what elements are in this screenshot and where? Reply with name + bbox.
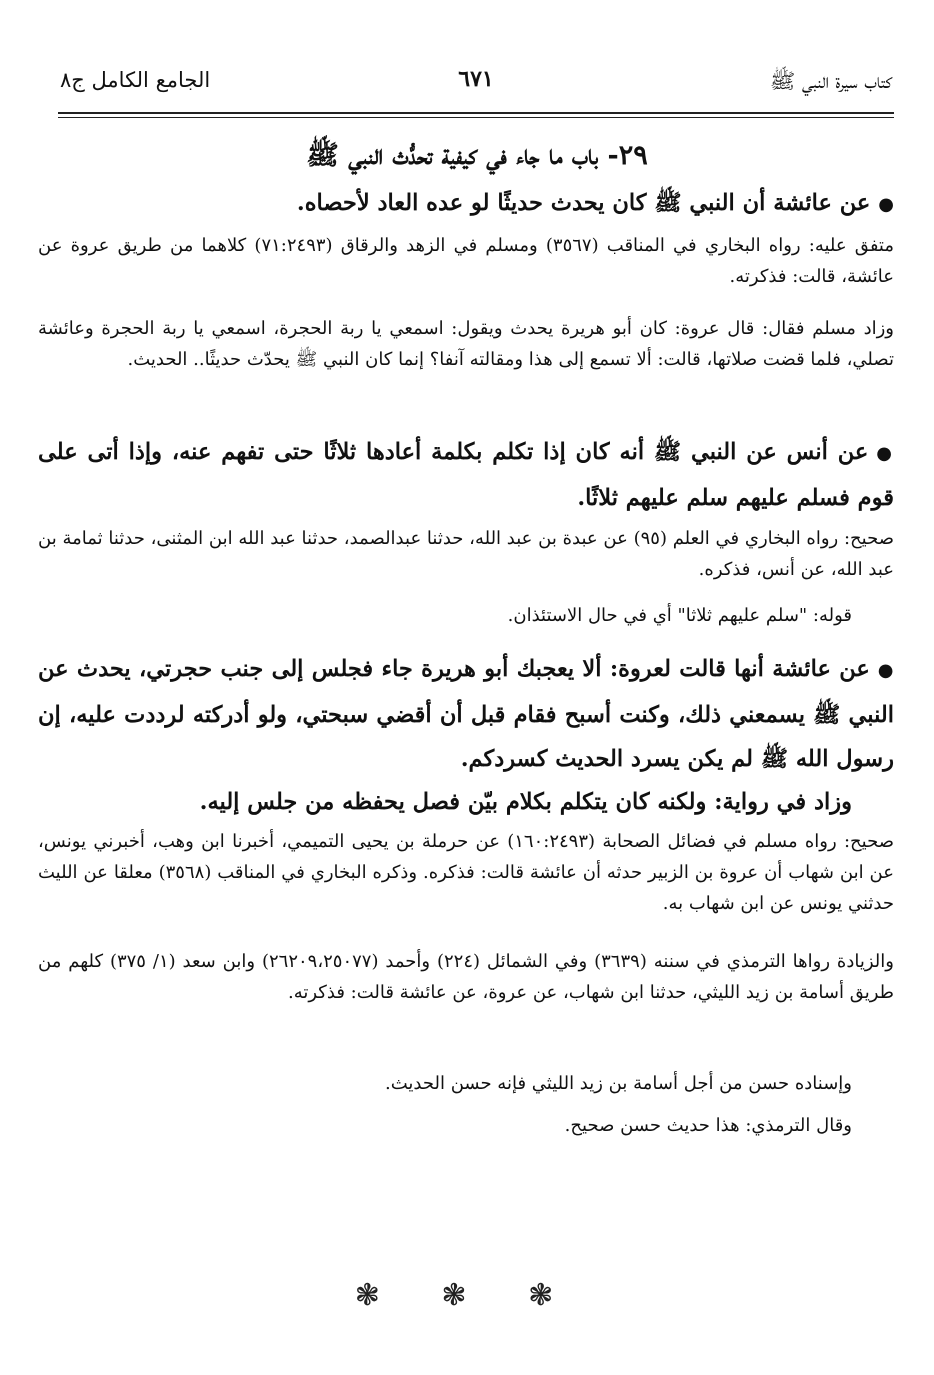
hadith-paragraph	[38, 181, 894, 227]
ornament-icon: ❃ ❃ ❃	[354, 1278, 580, 1313]
hadith-paragraph	[38, 430, 894, 520]
hadith-text: عن عائشة أن النبي ﷺ كان يحدث حديثًا لو عده العاد لأحصاه.	[296, 190, 871, 216]
volume-title: الجامع الكامل ج٨	[60, 68, 211, 92]
commentary-paragraph: وإسناده حسن من أجل أسامة بن زيد الليثي فإنه حسن الحديث.	[385, 1073, 852, 1094]
commentary-paragraph: صحيح: رواه البخاري في العلم (٩٥) عن عبدة بن عبد الله، حدثنا عبدالصمد، حدثنا عبد الله ابن المثنى، حدثنا ثمامة بن عبد الله، عن أنس، فذكره.	[38, 528, 894, 580]
commentary-paragraph: وزاد مسلم فقال: قال عروة: كان أبو هريرة يحدث ويقول: اسمعي يا ربة الحجرة، اسمعي يا ربة الحجرة وعائشة تصلي، فلما قضت صلاتها، قالت: ألا تسمع إلى هذا ومقالته آنفا؟ إنما كان النبي ﷺ يحدّث حديثًا.. الحديث.	[38, 318, 894, 370]
bullet-icon: ●	[876, 443, 894, 464]
bullet-icon: ●	[877, 660, 894, 681]
commentary-paragraph: قوله: "سلم عليهم ثلاثا" أي في حال الاستئذان.	[507, 605, 852, 626]
bullet-icon: ●	[878, 194, 894, 215]
commentary-paragraph: والزيادة رواها الترمذي في سننه (٣٦٣٩) وفي الشمائل (٢٢٤) وأحمد (٢٦٢٠٩،٢٥٠٧٧) وابن سعد (١/ ٣٧٥) كلهم من طريق أسامة بن زيد الليثي، حدثنا ابن شهاب، عن عروة، عن عائشة قالت: فذكرته.	[38, 951, 894, 1003]
header-rule	[58, 112, 894, 114]
running-header	[60, 62, 892, 102]
hadith-text: عن عائشة أنها قالت لعروة: ألا يعجبك أبو هريرة جاء فجلس إلى جنب حجرتي، يحدث عن النبي ﷺ يسمعني ذلك، وكنت أسبح فقام قبل أن أقضي سبحتي، ولو أدركته لرددت عليه، إن رسول الله ﷺ لم يكن يسرد الحديث كسردكم.	[38, 656, 894, 772]
chapter-heading: ٢٩- باب ما جاء في كيفية تحدُّث النبي ﷺ	[306, 140, 648, 171]
hadith-continuation: وزاد في رواية: ولكنه كان يتكلم بكلام بيّن فصل يحفظه من جلس إليه.	[199, 789, 852, 815]
commentary-paragraph: وقال الترمذي: هذا حديث حسن صحيح.	[564, 1115, 852, 1136]
commentary-paragraph: متفق عليه: رواه البخاري في المناقب (٣٥٦٧) ومسلم في الزهد والرقاق (٧١:٢٤٩٣) كلاهما من طريق عروة عن عائشة، قالت: فذكرته.	[38, 235, 894, 287]
hadith-paragraph	[38, 647, 894, 781]
header-rule-thin	[58, 117, 894, 118]
book-title: كتاب سيرة النبي ﷺ	[769, 69, 892, 93]
commentary-paragraph: صحيح: رواه مسلم في فضائل الصحابة (١٦٠:٢٤٩٣) عن حرملة بن يحيى التميمي، أخبرنا ابن وهب، أخبرني يونس، عن ابن شهاب أن عروة بن الزبير حدثه أن عائشة قالت: فذكره. وذكره البخاري في المناقب (٣٥٦٨) معلقا عن الليث حدثني يونس عن ابن شهاب به.	[38, 831, 894, 914]
page-number: ٦٧١	[458, 66, 494, 92]
hadith-text: عن أنس عن النبي ﷺ أنه كان إذا تكلم بكلمة أعادها ثلاثًا حتى تفهم عنه، وإذا أتى على قوم فسلم عليهم سلم عليهم ثلاثًا.	[38, 439, 894, 511]
